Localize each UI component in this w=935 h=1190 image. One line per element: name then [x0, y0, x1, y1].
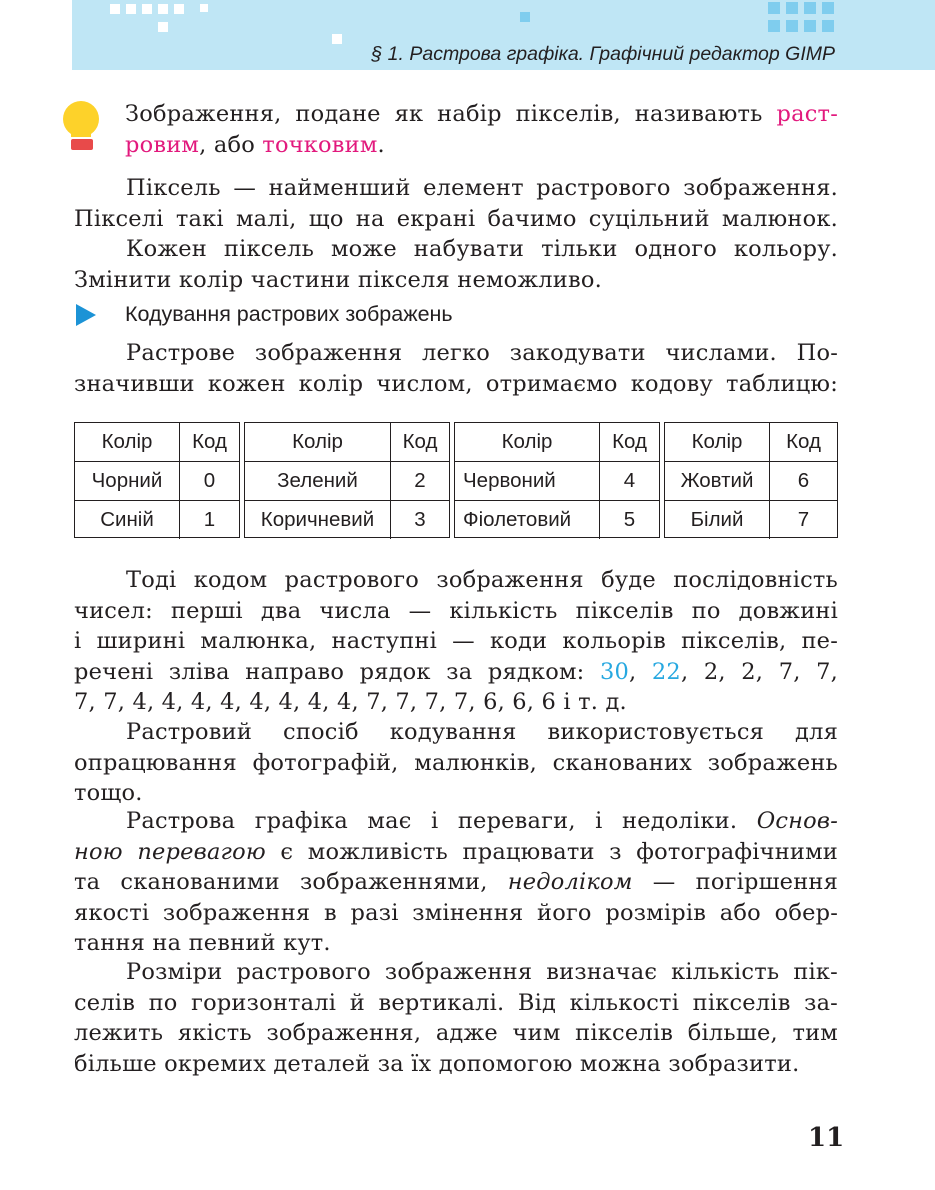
table-header-color: Колір	[455, 423, 600, 462]
note-definition	[125, 99, 838, 160]
decor-square	[110, 4, 120, 14]
text-line: Піксель — найменший елемент растрового зображення.	[126, 175, 838, 201]
term-tochkovym: точковим	[262, 131, 378, 158]
decor-square	[804, 20, 816, 32]
text-line: лежить якість зображення, адже чим пікселів більше, тим	[74, 1020, 838, 1046]
table-header-code: Код	[770, 423, 838, 462]
table-cell-color: Коричневий	[245, 501, 391, 540]
table-cell-code: 4	[600, 462, 660, 501]
table-header-code: Код	[391, 423, 450, 462]
table-cell-color: Зелений	[245, 462, 391, 501]
text-fragment: ,	[629, 658, 652, 685]
text-fragment: — погіршення	[632, 869, 838, 895]
text-fragment: є можливість працювати з фотографічними	[265, 838, 838, 865]
decor-square	[768, 20, 780, 32]
table-group	[244, 422, 450, 538]
decor-square	[332, 34, 342, 44]
text-line: чисел: перші два числа — кількість пікселів по довжині	[74, 597, 838, 624]
decor-square	[786, 2, 798, 14]
table-cell-code: 7	[770, 501, 838, 540]
italic-term: Основ-	[756, 808, 838, 834]
table-cell-color: Червоний	[455, 462, 600, 501]
table-cell-color: Фіолетовий	[455, 501, 600, 540]
text-fragment: речені зліва направо рядок за рядком:	[74, 658, 600, 685]
text-fragment: , 2, 2, 7, 7,	[680, 658, 838, 685]
decor-square	[822, 20, 834, 32]
paragraph-resolution	[74, 957, 838, 1079]
text-line: значивши кожен колір числом, отримаємо кодову таблицю:	[74, 370, 838, 397]
text-line: Розміри растрового зображення визначає кількість пік-	[126, 959, 838, 985]
text-line: тощо.	[74, 780, 143, 806]
text-fragment: та сканованими зображеннями,	[74, 869, 508, 895]
decor-square	[174, 4, 184, 14]
text-line: Пікселі такі малі, що на екрані бачимо суцільний малюнок.	[74, 205, 838, 232]
decor-square	[822, 2, 834, 14]
decor-square	[158, 4, 168, 14]
decor-square	[126, 4, 136, 14]
table-cell-color: Чорний	[75, 462, 180, 501]
text-line: і ширині малюнка, наступні — коди кольорів пікселів, пе-	[74, 628, 838, 654]
text-fragment: Растрова графіка має і переваги, і недоліки.	[126, 808, 757, 834]
paragraph-usage	[74, 717, 838, 809]
table-cell-code: 0	[180, 462, 240, 501]
paragraph-coding	[74, 338, 838, 399]
italic-term: ною перевагою	[74, 838, 266, 865]
table-cell-color: Жовтий	[665, 462, 770, 501]
text-line: селів по горизонталі й вертикалі. Від кількості пікселів за-	[74, 989, 838, 1016]
text-line: Змінити колір частини пікселя неможливо.	[74, 266, 602, 293]
paragraph-pros-cons	[74, 806, 838, 959]
decor-square	[768, 2, 780, 14]
table-group	[664, 422, 838, 538]
paragraph-code-sequence	[74, 565, 838, 718]
text-line: якості зображення в разі змінення його розмірів або обер-	[74, 899, 838, 926]
table-group	[74, 422, 240, 538]
lightbulb-icon	[62, 100, 100, 156]
highlighted-number: 22	[651, 658, 681, 685]
text-line: 7, 7, 4, 4, 4, 4, 4, 4, 4, 4, 7, 7, 7, 7, 6, 6, 6 і т. д.	[74, 689, 627, 715]
decor-square	[142, 4, 152, 14]
table-group	[454, 422, 660, 538]
text-line: Кожен піксель може набувати тільки одного кольору.	[126, 236, 838, 262]
decor-square	[520, 12, 530, 22]
color-code-table	[74, 422, 838, 538]
text-line: Растровий спосіб кодування використовується для	[126, 719, 838, 745]
highlighted-number: 30	[599, 658, 630, 685]
note-text: Зображення, подане як набір пікселів, називають	[125, 101, 777, 127]
table-cell-color: Білий	[665, 501, 770, 540]
text-line: тання на певний кут.	[74, 930, 331, 956]
decor-square	[786, 20, 798, 32]
page-number: 11	[808, 1123, 845, 1153]
table-header-code: Код	[600, 423, 660, 462]
text-line: опрацювання фотографій, малюнків, сканованих зображень	[74, 749, 838, 776]
table-cell-code: 2	[391, 462, 450, 501]
section-heading: Кодування растрових зображень	[125, 302, 453, 326]
table-header-color: Колір	[665, 423, 770, 462]
section-marker-icon	[76, 304, 96, 326]
table-header-color: Колір	[245, 423, 391, 462]
text-line: Тоді кодом растрового зображення буде послідовність	[126, 567, 838, 593]
table-cell-code: 6	[770, 462, 838, 501]
table-cell-code: 5	[600, 501, 660, 540]
paragraph-pixel-definition	[74, 173, 838, 234]
note-text: .	[377, 131, 385, 158]
decor-square	[158, 22, 168, 32]
term-rastrovym-end: ровим	[125, 131, 200, 158]
table-cell-color: Синій	[75, 501, 180, 540]
table-cell-code: 1	[180, 501, 240, 540]
decor-square	[200, 4, 208, 12]
italic-term: недоліком	[507, 869, 633, 895]
paragraph-pixel-color	[74, 234, 838, 295]
text-line: Растрове зображення легко закодувати числами. По-	[126, 340, 838, 366]
note-text: , або	[199, 131, 263, 158]
table-header-color: Колір	[75, 423, 180, 462]
term-rastrovym: раст-	[776, 101, 838, 127]
decor-square	[804, 2, 816, 14]
running-head: § 1. Растрова графіка. Графічний редактор GIMP	[371, 43, 835, 65]
table-cell-code: 3	[391, 501, 450, 540]
table-header-code: Код	[180, 423, 240, 462]
text-line: більше окремих деталей за їх допомогою можна зобразити.	[74, 1050, 800, 1077]
